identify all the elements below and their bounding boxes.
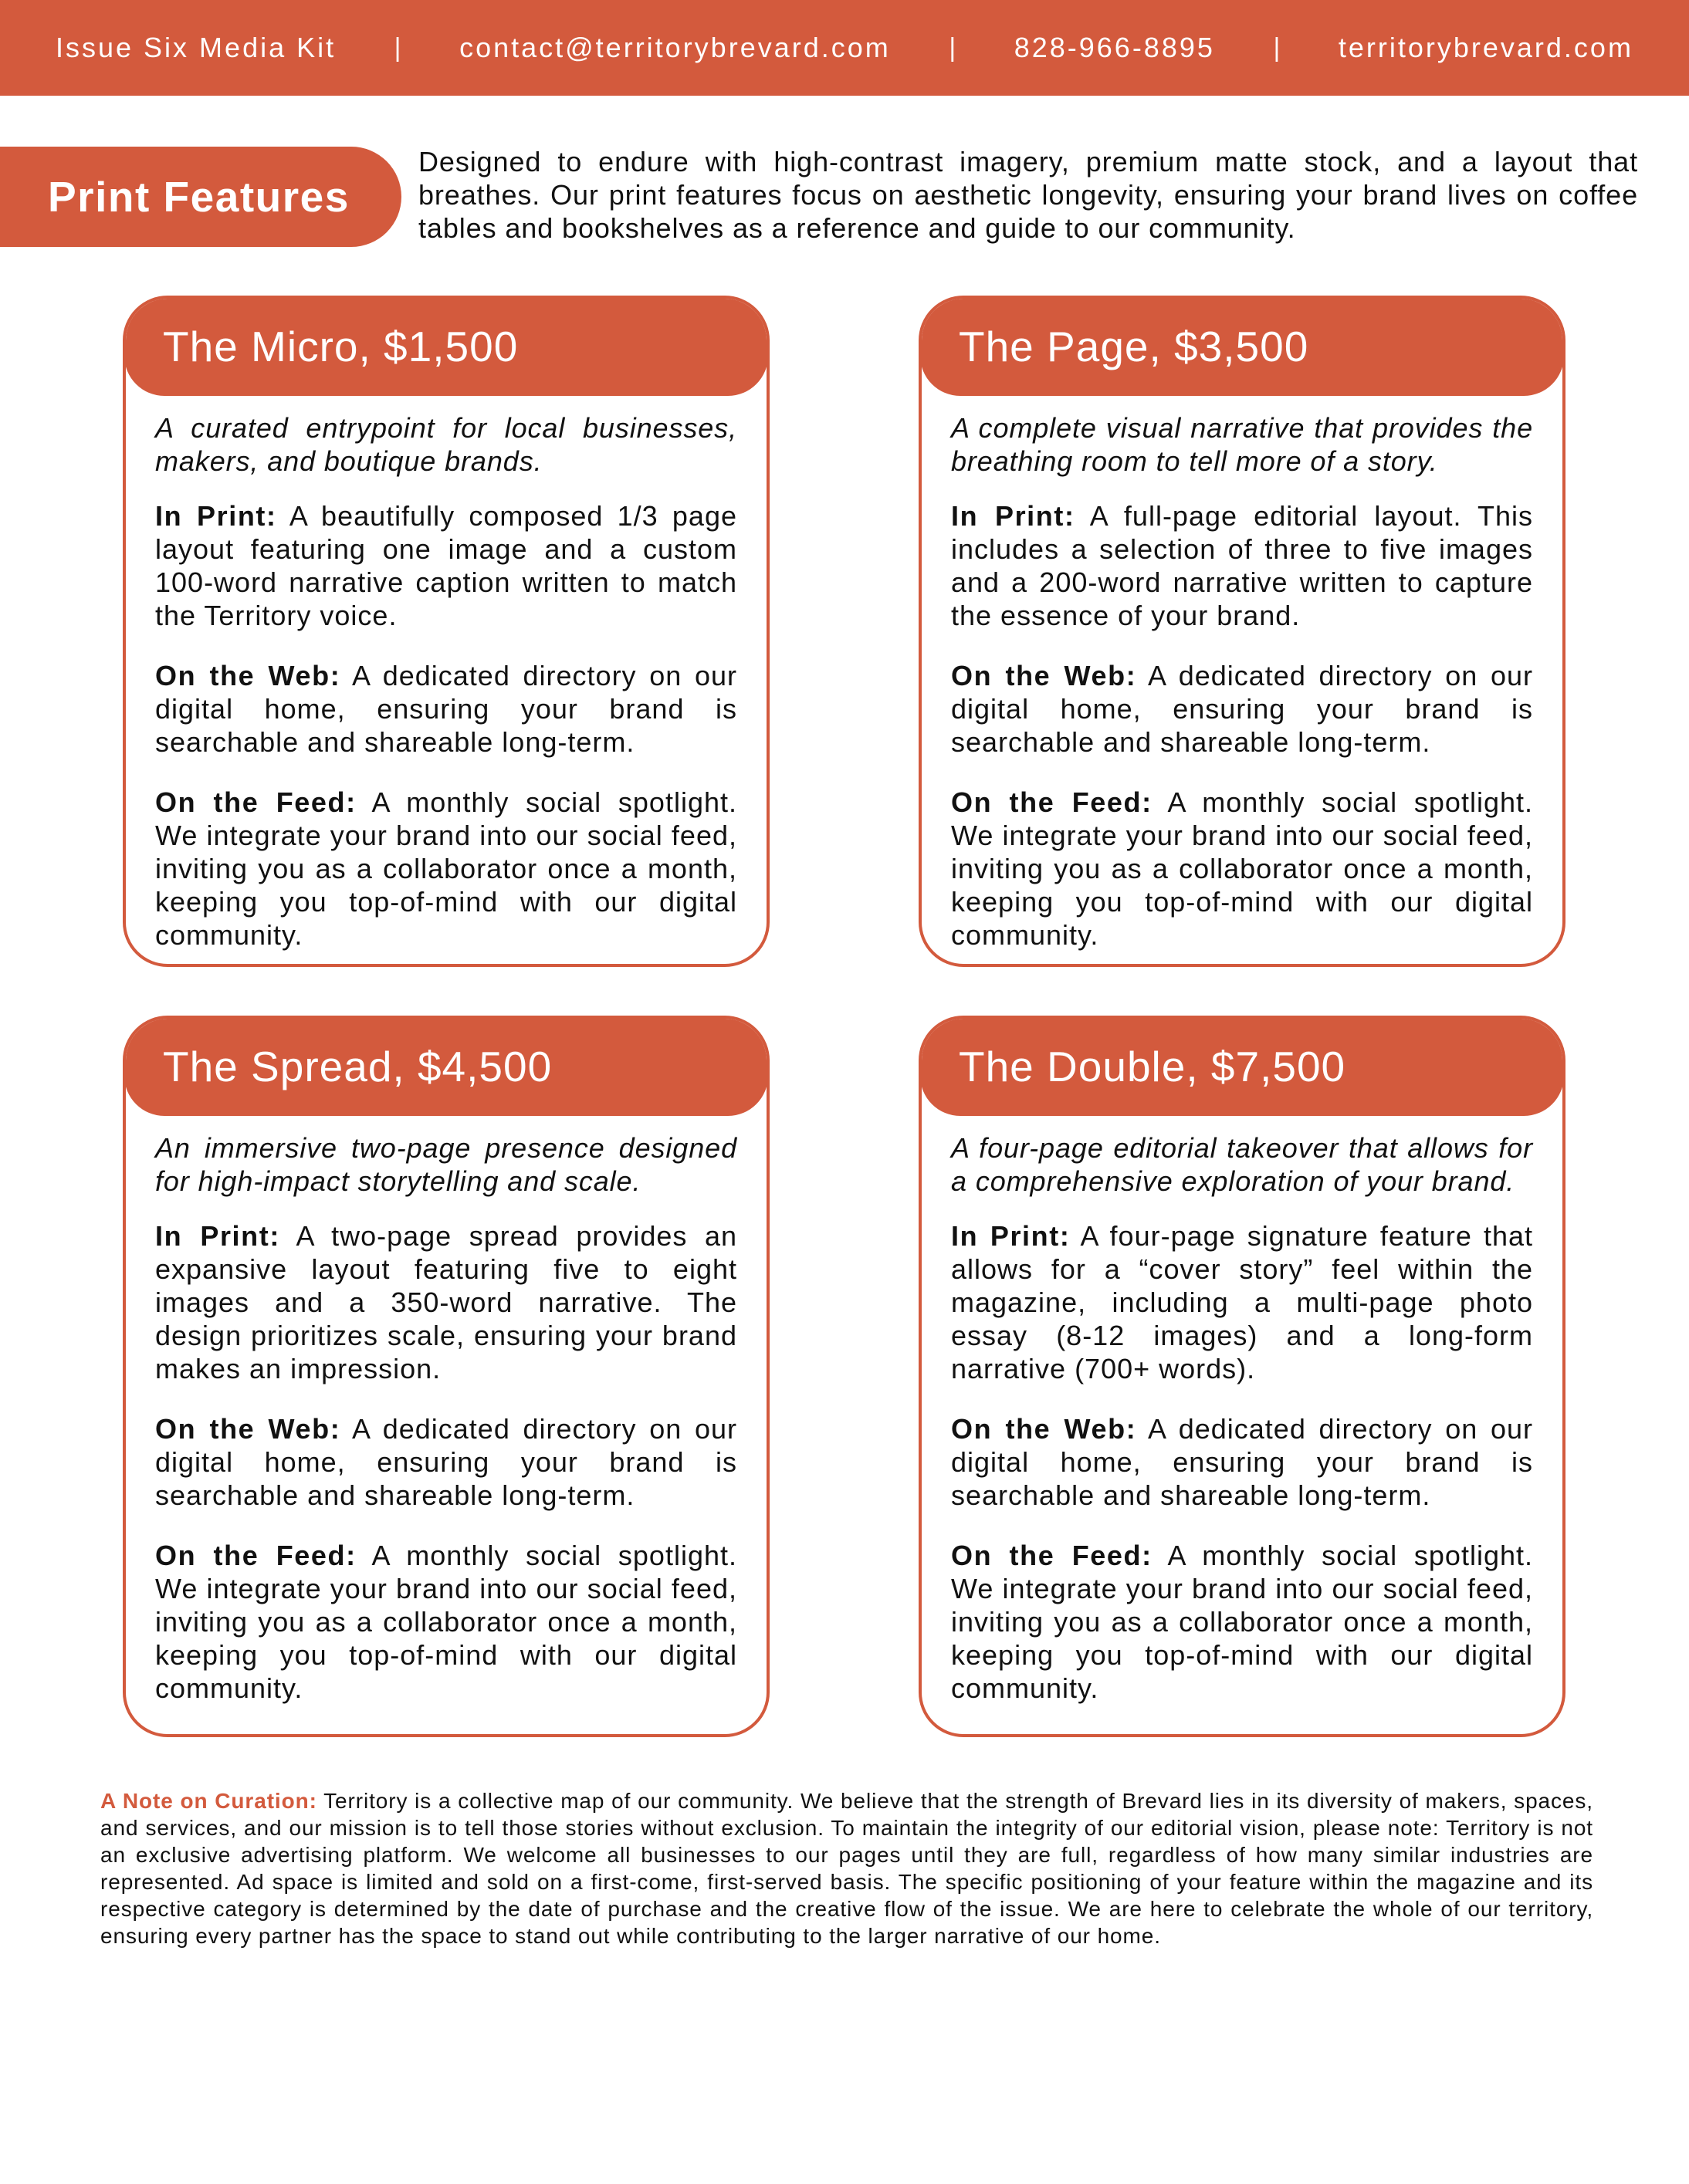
package-tagline: A curated entrypoint for local businesses, makers, and boutique brands.	[155, 412, 737, 477]
web-text: A dedicated directory on our digital home, ensuring your brand is searchable and shareable long-term.	[951, 660, 1534, 758]
header-separator: |	[394, 32, 401, 63]
feed-description	[155, 786, 737, 952]
web-text: A dedicated directory on our digital home, ensuring your brand is searchable and shareable long-term.	[951, 1413, 1534, 1511]
package-tagline: A four-page editorial takeover that allows for a comprehensive exploration of your brand.	[951, 1132, 1533, 1197]
web-text: A dedicated directory on our digital home, ensuring your brand is searchable and shareable long-term.	[155, 660, 738, 758]
print-description	[155, 499, 737, 632]
feed-description	[951, 1539, 1533, 1705]
header-separator: |	[1273, 32, 1281, 63]
feed-label: On the Feed:	[155, 786, 357, 818]
package-title: The Double, $7,500	[920, 1017, 1564, 1116]
package-card-spread	[123, 1016, 770, 1737]
package-card-double	[919, 1016, 1565, 1737]
web-description	[951, 659, 1533, 759]
package-card-micro	[123, 296, 770, 967]
web-label: On the Web:	[155, 660, 341, 691]
curation-note	[100, 1787, 1593, 1949]
feed-description	[155, 1539, 737, 1705]
web-label: On the Web:	[155, 1413, 341, 1445]
feed-label: On the Feed:	[155, 1540, 357, 1571]
print-label: In Print:	[951, 1220, 1071, 1252]
feed-label: On the Feed:	[951, 786, 1153, 818]
package-card-page	[919, 296, 1565, 967]
print-description	[155, 1219, 737, 1385]
feed-description	[951, 786, 1533, 952]
feed-text: A monthly social spotlight. We integrate your brand into our social feed, inviting you as a collaborator once a month, keeping you top-of-mind with our digital community.	[155, 1540, 737, 1704]
web-description	[155, 659, 737, 759]
feed-text: A monthly social spotlight. We integrate your brand into our social feed, inviting you as a collaborator once a month, keeping you top-of-mind with our digital community.	[951, 786, 1533, 951]
issue-label: Issue Six Media Kit	[56, 32, 337, 63]
package-tagline: An immersive two-page presence designed for high-impact storytelling and scale.	[155, 1132, 737, 1197]
feed-text: A monthly social spotlight. We integrate your brand into our social feed, inviting you as a collaborator once a month, keeping you top-of-mind with our digital community.	[951, 1540, 1533, 1704]
email-link[interactable]: contact@territorybrevard.com	[459, 32, 891, 63]
header-separator: |	[949, 32, 956, 63]
website-link[interactable]: territorybrevard.com	[1338, 32, 1633, 63]
package-body	[922, 1116, 1562, 1705]
header-bar	[0, 0, 1689, 96]
feed-label: On the Feed:	[951, 1540, 1153, 1571]
web-description	[155, 1412, 737, 1512]
print-label: In Print:	[155, 1220, 280, 1252]
package-title: The Micro, $1,500	[124, 297, 768, 396]
print-description	[951, 1219, 1533, 1385]
print-text: A two-page spread provides an expansive layout featuring five to eight images and a 350-word narrative. The design prioritizes scale, ensuring your brand makes an impression.	[155, 1220, 737, 1384]
web-description	[951, 1412, 1533, 1512]
package-title: The Page, $3,500	[920, 297, 1564, 396]
print-text: A four-page signature feature that allows for a “cover story” feel within the magazine, including a multi-page photo essay (8-12 images) and a long-form narrative (700+ words).	[951, 1220, 1533, 1384]
note-text: Territory is a collective map of our community. We believe that the strength of Brevard lies in its diversity of makers, spaces, and services, and our mission is to tell those stories without exclusion. To maintain the integrity of our editorial vision, please note: Territory is not an exclusive advertising platform. We welcome all businesses to our pages until they are full, regardless of how many similar industries are represented. Ad space is limited and sold on a first-come, first-served basis. The specific positioning of your feature within the magazine and its respective category is determined by the date of purchase and the creative flow of the issue. We are here to celebrate the whole of our territory, ensuring every partner has the space to stand out while contributing to the larger narrative of our home.	[100, 1789, 1593, 1948]
feed-text: A monthly social spotlight. We integrate your brand into our social feed, inviting you as a collaborator once a month, keeping you top-of-mind with our digital community.	[155, 786, 737, 951]
section-intro: Designed to endure with high-contrast imagery, premium matte stock, and a layout that breathes. Our print features focus on aesthetic longevity, ensuring your brand lives on coffee tables and bookshelves as a reference and guide to our community.	[418, 146, 1638, 244]
print-text: A full-page editorial layout. This includes a selection of three to five images and a 200-word narrative written to capture the essence of your brand.	[951, 500, 1534, 631]
web-label: On the Web:	[951, 1413, 1137, 1445]
package-body	[126, 396, 767, 952]
print-label: In Print:	[155, 500, 277, 532]
print-label: In Print:	[951, 500, 1075, 532]
phone-number[interactable]: 828-966-8895	[1014, 32, 1215, 63]
print-description	[951, 499, 1533, 632]
package-body	[922, 396, 1562, 952]
web-label: On the Web:	[951, 660, 1137, 691]
print-text: A beautifully composed 1/3 page layout featuring one image and a custom 100-word narrative caption written to match the Territory voice.	[155, 500, 737, 631]
package-tagline: A complete visual narrative that provides the breathing room to tell more of a story.	[951, 412, 1533, 477]
package-title: The Spread, $4,500	[124, 1017, 768, 1116]
section-title: Print Features	[0, 147, 401, 247]
web-text: A dedicated directory on our digital home, ensuring your brand is searchable and shareable long-term.	[155, 1413, 738, 1511]
note-label: A Note on Curation:	[100, 1789, 317, 1813]
package-body	[126, 1116, 767, 1705]
